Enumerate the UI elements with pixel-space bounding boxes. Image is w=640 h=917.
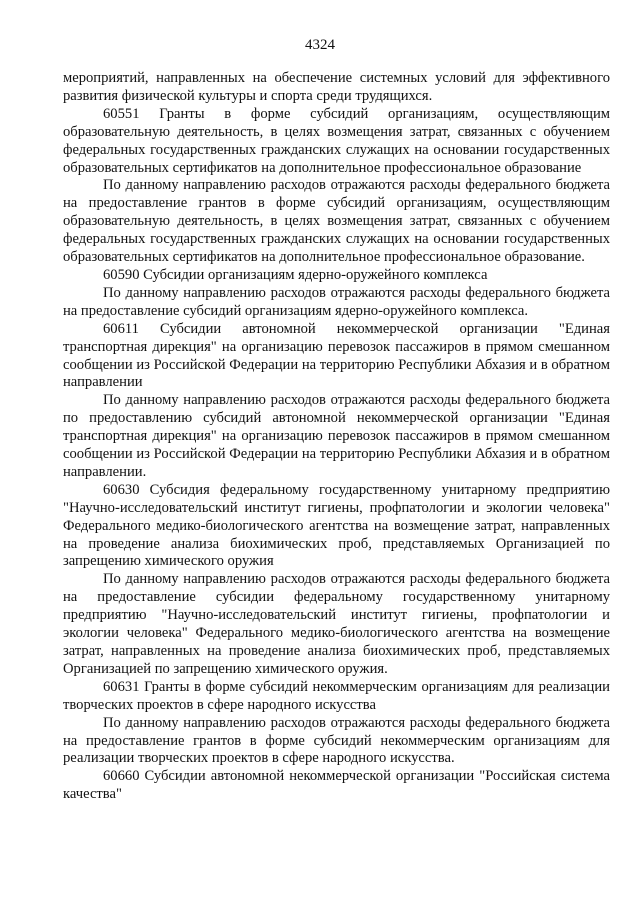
paragraph-60630-heading: 60630 Субсидия федеральному государственному унитарному предприятию "Научно-исследовательский институт гигиены, профпатологии и экологии человека" Федерального медико-биологического агентства на возмещение затрат, направленных на проведение анализа биохимических проб, представляемых Организацией по запрещению химического оружия <box>63 481 610 570</box>
paragraph-60630-description: По данному направлению расходов отражаются расходы федерального бюджета на предоставление субсидии федеральному государственному унитарному предприятию "Научно-исследовательский институт гигиены, профпатологии и экологии человека" Федерального медико-биологического агентства на возмещение затрат, направленных на проведение анализа биохимических проб, представляемых Организацией по запрещению химического оружия. <box>63 571 610 677</box>
document-body <box>63 70 610 804</box>
paragraph-60551-heading: 60551 Гранты в форме субсидий организациям, осуществляющим образовательную деятельность, в целях возмещения затрат, связанных с обучением федеральных государственных гражданских служащих на основании государственных образовательных сертификатов на дополнительное профессиональное образование <box>63 105 610 176</box>
paragraph-continuation: мероприятий, направленных на обеспечение системных условий для эффективного развития физической культуры и спорта среди трудящихся. <box>63 70 610 104</box>
paragraph-60551-description: По данному направлению расходов отражаются расходы федерального бюджета на предоставление грантов в форме субсидий организациям, осуществляющим образовательную деятельность, в целях возмещения затрат, связанных с обучением федеральных государственных гражданских служащих на основании государственных образовательных сертификатов на дополнительное профессиональное образование. <box>63 177 610 266</box>
paragraph-60631-heading: 60631 Гранты в форме субсидий некоммерческим организациям для реализации творческих проектов в сфере народного искусства <box>63 678 610 713</box>
paragraph-60631-description: По данному направлению расходов отражаются расходы федерального бюджета на предоставление грантов в форме субсидий некоммерческим организациям для реализации творческих проектов в сфере народного искусства. <box>63 714 610 767</box>
paragraph-60590-heading: 60590 Субсидии организациям ядерно-оружейного комплекса <box>103 266 488 283</box>
paragraph-60611-heading: 60611 Субсидии автономной некоммерческой организации "Единая транспортная дирекция" на организацию перевозок пассажиров в прямом смешанном сообщении из Российской Федерации на территорию Республики Абхазия и в обратном направлении <box>63 320 610 391</box>
paragraph-60660-heading: 60660 Субсидии автономной некоммерческой организации "Российская система качества" <box>63 768 610 803</box>
paragraph-60611-description: По данному направлению расходов отражаются расходы федерального бюджета по предоставлению субсидий автономной некоммерческой организации "Единая транспортная дирекция" на организацию перевозок пассажиров в прямом смешанном сообщении из Российской Федерации на территорию Республики Абхазия и в обратном направлении. <box>63 392 610 480</box>
page-number: 4324 <box>305 37 335 53</box>
paragraph-60590-description: По данному направлению расходов отражаются расходы федерального бюджета на предоставление субсидий организациям ядерно-оружейного комплекса. <box>63 284 610 319</box>
